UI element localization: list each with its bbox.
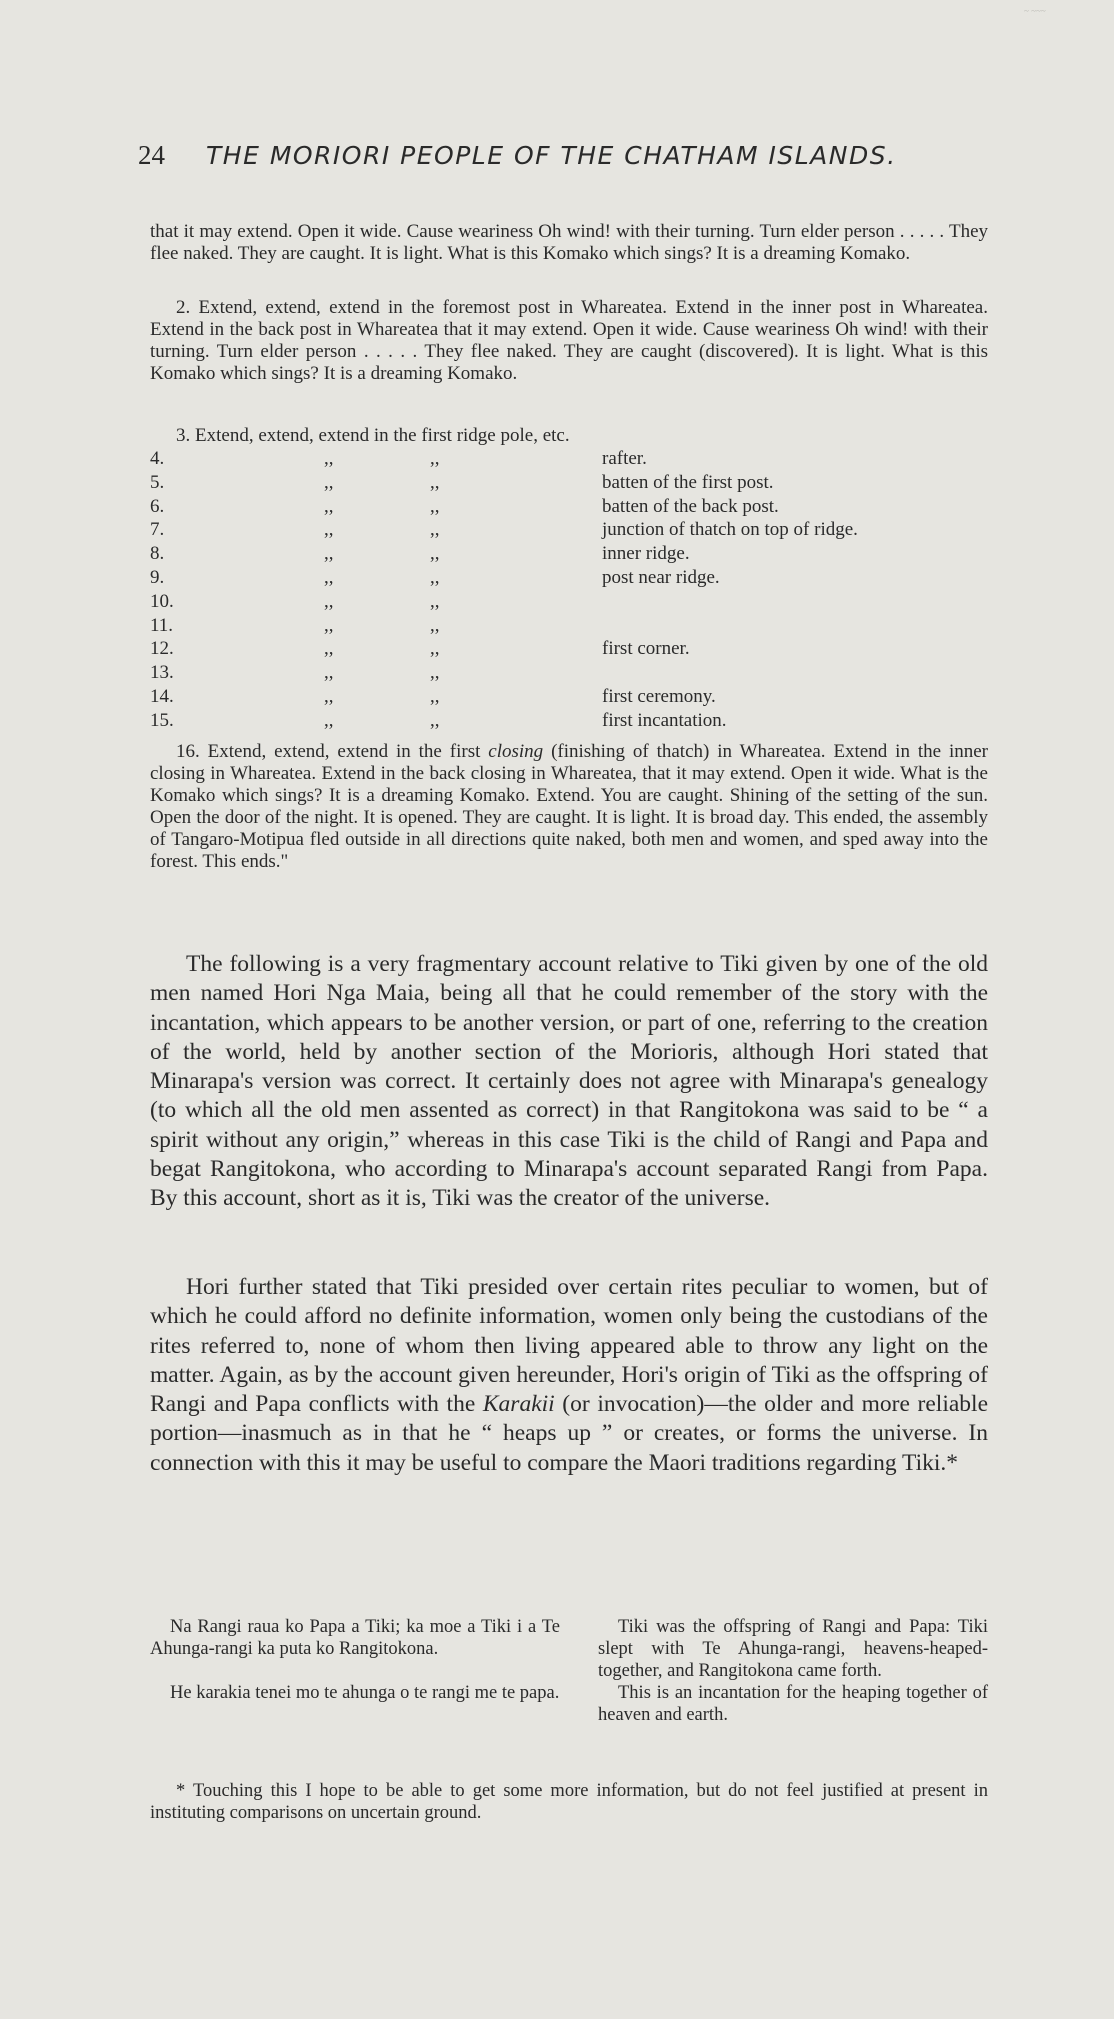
ditto-mark: ,, [324,543,334,565]
list-item-number: 6. [150,495,165,517]
list-item-number: 9. [150,567,165,588]
parallel-text-moriori [150,1616,560,1704]
incantation-paragraph-16 [150,741,988,873]
list-item [150,638,988,660]
body-paragraph-2 [150,1273,988,1478]
ditto-mark: ,, [430,448,440,469]
incantation-paragraph-3 [150,425,988,447]
list-item-text: batten of the first post. [602,471,774,493]
incantation-paragraph-2 [150,297,988,385]
parallel-text-english [598,1616,988,1726]
ditto-mark: ,, [324,662,334,684]
ditto-mark: ,, [324,519,334,541]
list-item-text: post near ridge. [602,567,720,588]
list-item-number: 11. [150,614,174,636]
moriori-line-2: He karakia tenei mo te ahunga o te rangi me te papa. [170,1683,560,1703]
list-item-number: 5. [150,471,165,493]
ditto-mark: ,, [430,662,440,684]
ditto-mark: ,, [324,590,334,612]
list-item [150,662,988,684]
running-header [138,140,978,171]
paragraph-16-start: 16. Extend, extend, extend in the first [176,741,489,762]
body-paragraph-2-rest: (or invocation)—the older and more reliable portion—inasmuch as in that he “ heaps up ” or creates, or forms the universe. In connection with this it may be useful to compare the Maori traditions regarding Tiki.* [150,1391,988,1476]
list-item-number: 13. [150,662,174,684]
english-line-2: This is an incantation for the heaping together of heaven and earth. [598,1683,988,1725]
paragraph-3: 3. Extend, extend, extend in the first ridge pole, etc. [176,425,570,446]
incantation-continuation [150,221,988,265]
paragraph-2: 2. Extend, extend, extend in the foremost post in Whareatea. Extend in the inner post in Whareatea. Extend in the back post in Whareatea that it may extend. Open it wide. Cause weariness Oh wind! with their turning. Turn elder person . . . . . They flee naked. They are caught (discovered). It is light. What is this Komako which sings? It is a dreaming Komako. [150,297,988,384]
ditto-mark: ,, [324,709,334,731]
running-title: THE MORIORI PEOPLE OF THE CHATHAM ISLANDS. [206,141,897,170]
ditto-mark: ,, [430,471,440,493]
ditto-mark: ,, [430,519,440,541]
list-item-number: 12. [150,638,174,660]
list-item-number: 8. [150,543,165,565]
ditto-list [150,448,988,734]
ditto-mark: ,, [324,567,334,588]
list-item-number: 7. [150,519,165,541]
footnote [150,1780,988,1824]
ditto-mark: ,, [324,638,334,660]
list-item [150,543,988,565]
continued-paragraph: that it may extend. Open it wide. Cause weariness Oh wind! with their turning. Turn elder person . . . . . They flee naked. They are caught. It is light. What is this Komako which sings? It is a dreaming Komako. [150,221,988,264]
list-item-text: first ceremony. [602,686,716,707]
english-line-1: Tiki was the offspring of Rangi and Papa: Tiki slept with Te Ahunga-rangi, heavens-heaped-together, and Rangitokona came forth. [598,1617,988,1681]
list-item-text: first incantation. [602,709,727,731]
list-item [150,519,988,541]
ditto-mark: ,, [430,495,440,517]
paragraph-16 [150,741,988,873]
ditto-mark: ,, [324,686,334,707]
list-item [150,448,988,470]
body-paragraph-1-text: The following is a very fragmentary account relative to Tiki given by one of the old men named Hori Nga Maia, being all that he could remember of the story with the incantation, which appears to be another version, or part of one, referring to the creation of the world, held by another section of the Morioris, although Hori stated that Minarapa's version was correct. It certainly does not agree with Minarapa's genealogy (to which all the old men assented as correct) in that Rangitokona was said to be “ a spirit without any origin,” whereas in this case Tiki is the child of Rangi and Papa and begat Rangitokona, who according to Minarapa's account separated Rangi from Papa. By this account, short as it is, Tiki was the creator of the universe. [150,951,988,1212]
list-item-number: 14. [150,686,174,707]
ditto-mark: ,, [324,495,334,517]
list-item-text: first corner. [602,638,690,660]
list-item [150,496,988,518]
body-paragraph-2-italic: Karakii [482,1391,555,1418]
list-item [150,472,988,494]
ditto-mark: ,, [430,709,440,731]
body-paragraph-2-text [150,1273,988,1478]
paragraph-16-rest: (finishing of thatch) in Whareatea. Extend in the inner closing in Whareatea. Extend in the back closing in Whareatea, that it may extend. Open it wide. What is the Komako which sings? It is a dreaming Komako. Extend. You are caught. Shining of the setting of the sun. Open the door of the night. It is opened. They are caught. It is light. It is broad day. This ended, the assembly of Tangaro-Motipua fled outside in all directions quite naked, both men and women, and sped away into the forest. This ends." [150,741,988,872]
list-item-text: inner ridge. [602,543,690,565]
ditto-mark: ,, [430,590,440,612]
ditto-mark: ,, [430,543,440,565]
list-item-text: batten of the back post. [602,495,779,517]
list-item-number: 10. [150,590,174,612]
list-item-number: 15. [150,709,174,731]
footnote-text: * Touching this I hope to be able to get some more information, but do not feel justified at present in instituting comparisons on uncertain ground. [150,1781,988,1823]
list-item [150,591,988,613]
body-paragraph-2-start: Hori further stated that Tiki presided over certain rites peculiar to women, but of which he could afford no definite information, women only being the custodians of the rites referred to, none of whom then living appeared able to throw any light on the matter. Again, as by the account given hereunder, Hori's origin of Tiki as the offspring of Rangi and Papa conflicts with the [150,1274,988,1418]
list-item-text: junction of thatch on top of ridge. [602,519,858,541]
moriori-line-1: Na Rangi raua ko Papa a Tiki; ka moe a Tiki i a Te Ahunga-rangi ka puta ko Rangitokona. [150,1617,560,1659]
list-item [150,567,988,589]
ditto-mark: ,, [430,614,440,636]
ditto-mark: ,, [430,638,440,660]
list-item-number: 4. [150,448,165,469]
library-stamp-mark: ~ ~~~ [1024,6,1046,16]
body-paragraph-1 [150,950,988,1214]
list-item [150,686,988,708]
ditto-mark: ,, [430,686,440,707]
ditto-mark: ,, [324,614,334,636]
page-number: 24 [138,140,165,170]
list-item [150,615,988,637]
ditto-mark: ,, [324,448,334,469]
list-item-text: rafter. [602,448,647,469]
list-item [150,710,988,732]
paragraph-16-italic: closing [488,741,544,762]
ditto-mark: ,, [430,567,440,588]
ditto-mark: ,, [324,471,334,493]
